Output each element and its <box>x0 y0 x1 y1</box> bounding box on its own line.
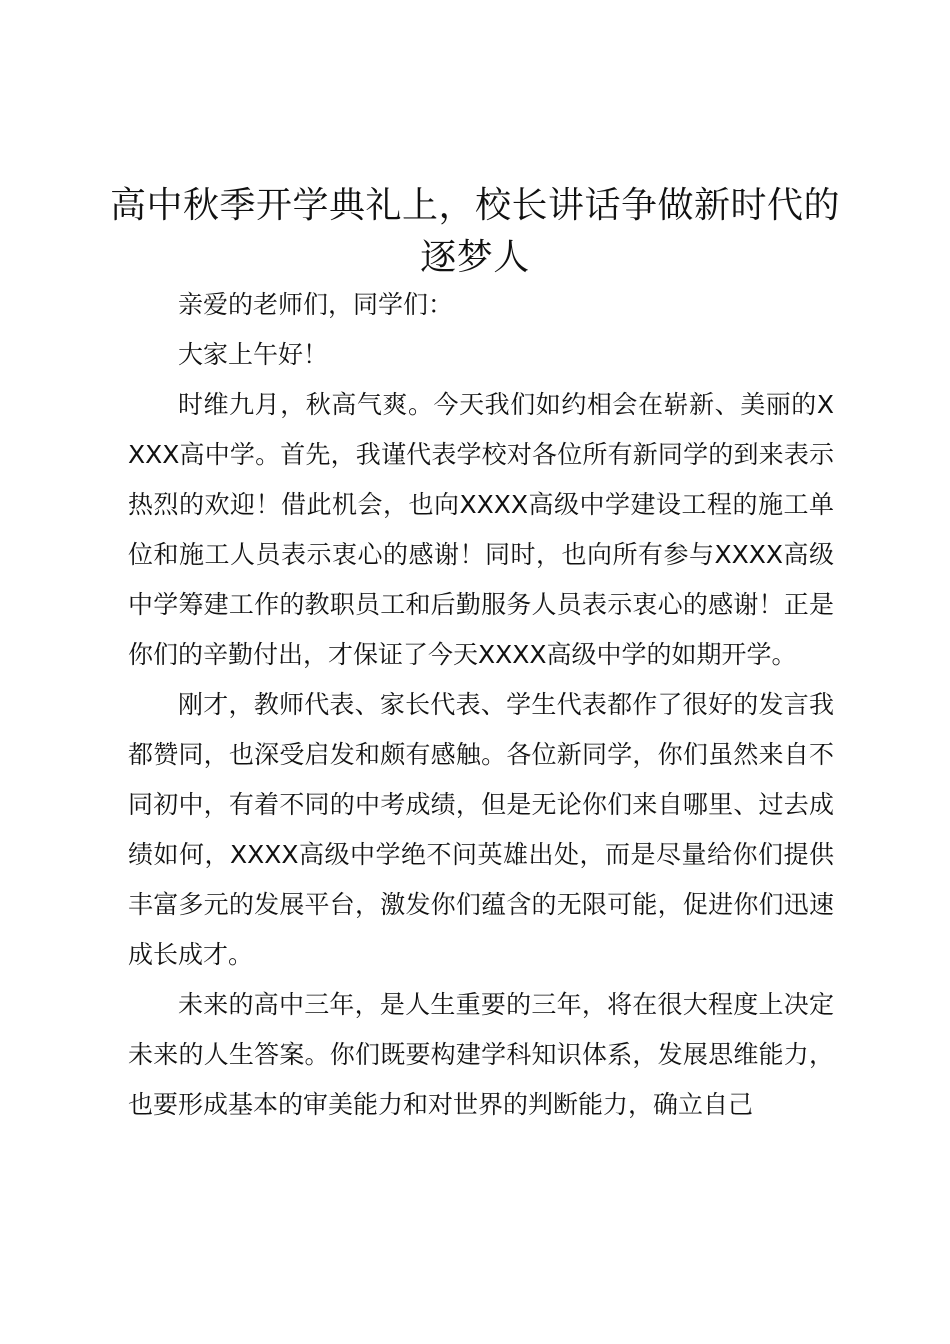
body-paragraph: 时维九月，秋高气爽。今天我们如约相会在崭新、美丽的XXXX高中学。首先，我谨代表学校对各位所有新同学的到来表示热烈的欢迎！借此机会，也向XXXX高级中学建设工程的施工单位和施工人员表示衷心的感谢！同时，也向所有参与XXXX高级中学筹建工作的教职员工和后勤服务人员表示衷心的感谢！正是你们的辛勤付出，才保证了今天XXXX高级中学的如期开学。 <box>128 390 834 669</box>
body-paragraph: 刚才，教师代表、家长代表、学生代表都作了很好的发言我都赞同，也深受启发和颇有感触。各位新同学，你们虽然来自不同初中，有着不同的中考成绩，但是无论你们来自哪里、过去成绩如何，XXXX高级中学绝不问英雄出处，而是尽量给你们提供丰富多元的发展平台，激发你们蕴含的无限可能，促进你们迅速成长成才。 <box>128 690 834 969</box>
body-paragraph: 未来的高中三年，是人生重要的三年，将在很大程度上决定未来的人生答案。你们既要构建学科知识体系，发展思维能力，也要形成基本的审美能力和对世界的判断能力，确立自己 <box>128 990 834 1119</box>
document-body <box>128 280 834 1130</box>
document-title: 高中秋季开学典礼上，校长讲话争做新时代的逐梦人 <box>110 185 841 278</box>
salutation-paragraph: 亲爱的老师们，同学们： <box>178 290 454 319</box>
greeting-paragraph: 大家上午好！ <box>178 340 329 369</box>
